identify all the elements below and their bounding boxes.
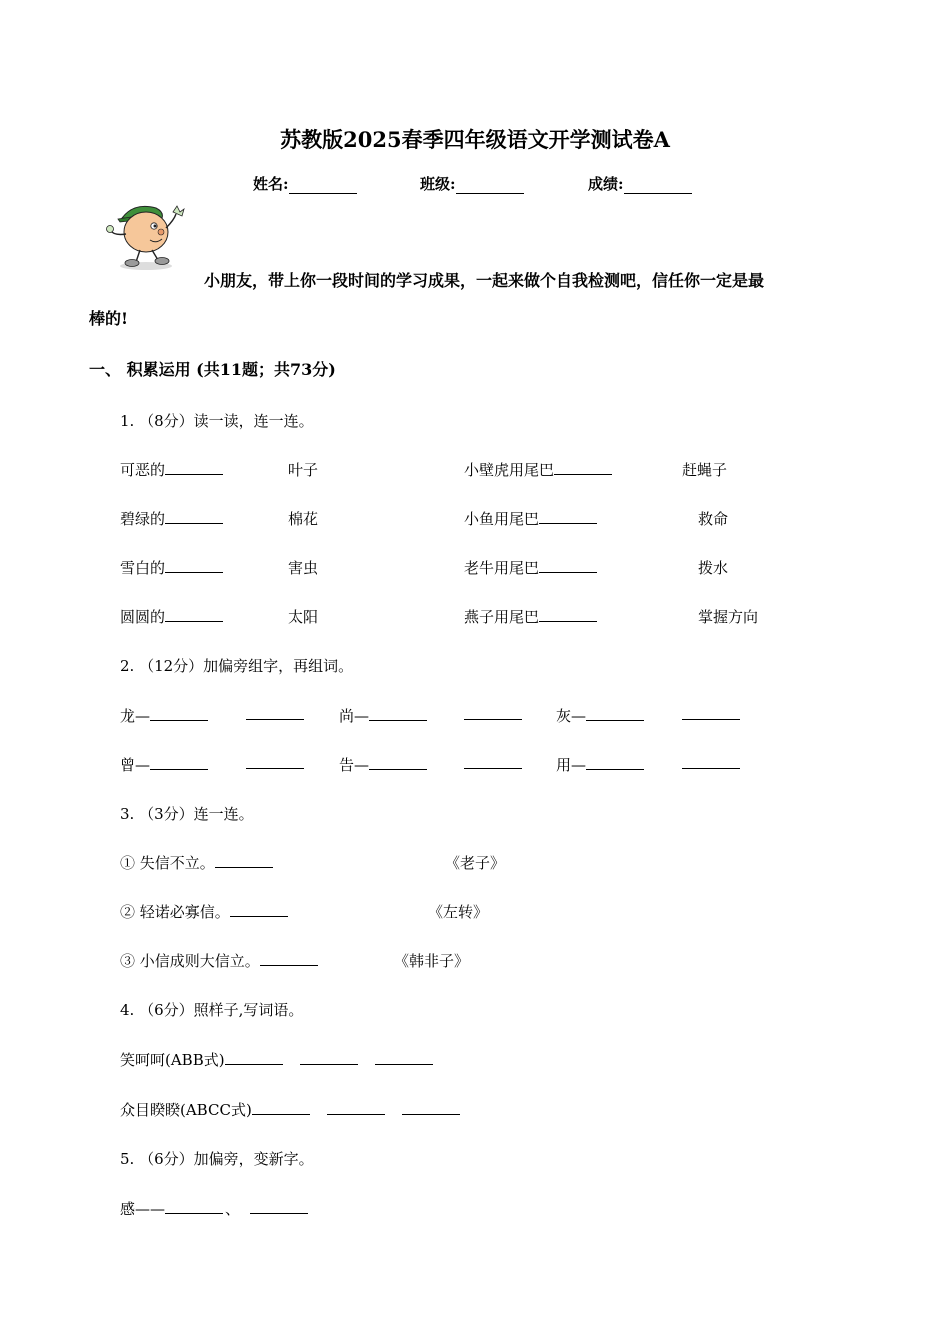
q3-saying: ① 失信不立。 [120, 854, 215, 872]
answer-blank[interactable] [375, 1050, 433, 1065]
q1-left-row[interactable] [120, 606, 223, 627]
q1-left-target: 太阳 [288, 608, 319, 626]
score-blank[interactable] [624, 177, 692, 194]
question-4-header: 4. （6分）照样子,写词语。 [120, 1001, 304, 1019]
answer-blank[interactable] [165, 460, 223, 475]
q3-saying: ② 轻诺必寡信。 [120, 903, 230, 921]
q1-left-word: 圆圆的 [120, 608, 166, 626]
q1-right-word: 小壁虎用尾巴 [464, 461, 555, 479]
answer-blank[interactable] [150, 755, 208, 770]
q2-char: 曾— [120, 756, 151, 774]
q2-item[interactable] [120, 754, 208, 775]
q1-right-row[interactable] [464, 508, 597, 529]
q1-left-word: 碧绿的 [120, 510, 166, 528]
answer-blank[interactable] [300, 1050, 358, 1065]
answer-blank[interactable] [402, 1100, 460, 1115]
q1-right-word: 老牛用尾巴 [464, 559, 540, 577]
q2-item[interactable] [339, 705, 427, 726]
answer-blank[interactable] [586, 706, 644, 721]
q3-saying: ③ 小信成则大信立。 [120, 952, 260, 970]
answer-blank[interactable] [165, 607, 223, 622]
q2-char: 告— [339, 756, 370, 774]
answer-blank[interactable] [369, 755, 427, 770]
q3-source: 《老子》 [445, 854, 506, 872]
q4-pattern: 众目睽睽(ABCC式) [120, 1101, 252, 1119]
q5-char: 感—— [120, 1200, 166, 1218]
q2-char: 用— [556, 756, 587, 774]
q4-row[interactable] [120, 1099, 460, 1120]
question-3-header: 3. （3分）连一连。 [120, 805, 254, 823]
answer-blank[interactable] [246, 754, 304, 769]
answer-blank[interactable] [230, 902, 288, 917]
q1-right-target: 救命 [698, 510, 729, 528]
question-1-header: 1. （8分）读一读，连一连。 [120, 412, 314, 430]
score-label: 成绩: [588, 175, 624, 193]
q2-char: 尚— [339, 707, 370, 725]
name-field[interactable] [253, 173, 357, 194]
answer-blank[interactable] [260, 951, 318, 966]
q2-item[interactable] [556, 754, 644, 775]
q1-left-row[interactable] [120, 459, 223, 480]
question-2-header: 2. （12分）加偏旁组字，再组词。 [120, 657, 354, 675]
q1-right-word: 燕子用尾巴 [464, 608, 540, 626]
question-5-header: 5. （6分）加偏旁，变新字。 [120, 1150, 314, 1168]
name-blank[interactable] [289, 177, 357, 194]
answer-blank[interactable] [165, 558, 223, 573]
answer-blank[interactable] [165, 1199, 223, 1214]
q1-left-word: 雪白的 [120, 559, 166, 577]
name-label: 姓名: [253, 175, 289, 193]
q5-separator: 、 [225, 1200, 241, 1218]
q1-left-word: 可恶的 [120, 461, 166, 479]
answer-blank[interactable] [225, 1050, 283, 1065]
answer-blank[interactable] [539, 558, 597, 573]
class-label: 班级: [420, 175, 456, 193]
q1-left-row[interactable] [120, 557, 223, 578]
intro-line-2: 棒的! [89, 309, 129, 328]
answer-blank[interactable] [464, 705, 522, 720]
q4-row[interactable] [120, 1049, 433, 1070]
answer-blank[interactable] [369, 706, 427, 721]
answer-blank[interactable] [464, 754, 522, 769]
q3-item[interactable] [120, 852, 273, 873]
q3-source: 《左转》 [428, 903, 489, 921]
q2-word-blank[interactable] [682, 705, 740, 724]
q2-char: 龙— [120, 707, 151, 725]
q1-right-target: 赶蝇子 [682, 461, 728, 479]
q1-left-row[interactable] [120, 508, 223, 529]
q2-item[interactable] [339, 754, 427, 775]
q3-source: 《韩非子》 [394, 952, 470, 970]
answer-blank[interactable] [682, 754, 740, 769]
answer-blank[interactable] [327, 1100, 385, 1115]
answer-blank[interactable] [150, 706, 208, 721]
q2-char: 灰— [556, 707, 587, 725]
q3-item[interactable] [120, 901, 288, 922]
q4-pattern: 笑呵呵(ABB式) [120, 1051, 225, 1069]
answer-blank[interactable] [682, 705, 740, 720]
score-field[interactable] [588, 173, 692, 194]
q2-word-blank[interactable] [464, 754, 522, 773]
q1-left-target: 害虫 [288, 559, 319, 577]
answer-blank[interactable] [250, 1199, 308, 1214]
q1-right-word: 小鱼用尾巴 [464, 510, 540, 528]
q3-item[interactable] [120, 950, 318, 971]
class-blank[interactable] [456, 177, 524, 194]
class-field[interactable] [420, 173, 524, 194]
q1-right-target: 掌握方向 [698, 608, 759, 626]
answer-blank[interactable] [165, 509, 223, 524]
q2-word-blank[interactable] [682, 754, 740, 773]
q1-right-row[interactable] [464, 557, 597, 578]
answer-blank[interactable] [586, 755, 644, 770]
answer-blank[interactable] [554, 460, 612, 475]
page-title: 苏教版2025春季四年级语文开学测试卷A [280, 127, 670, 152]
q2-item[interactable] [120, 705, 208, 726]
q1-left-target: 叶子 [288, 461, 319, 479]
q2-item[interactable] [556, 705, 644, 726]
q1-left-target: 棉花 [288, 510, 319, 528]
answer-blank[interactable] [215, 853, 273, 868]
q2-word-blank[interactable] [246, 705, 304, 724]
section-heading: 一、 积累运用 (共11题；共73分) [89, 360, 336, 379]
intro-line-1: 小朋友，带上你一段时间的学习成果，一起来做个自我检测吧，信任你一定是最 [204, 271, 765, 290]
q1-right-row[interactable] [464, 459, 612, 480]
answer-blank[interactable] [252, 1100, 310, 1115]
q1-right-target: 拨水 [698, 559, 729, 577]
mascot-illustration [104, 200, 190, 272]
q1-right-row[interactable] [464, 606, 597, 627]
answer-blank[interactable] [246, 705, 304, 720]
q2-word-blank[interactable] [464, 705, 522, 724]
answer-blank[interactable] [539, 509, 597, 524]
answer-blank[interactable] [539, 607, 597, 622]
q5-row[interactable] [120, 1198, 308, 1219]
q2-word-blank[interactable] [246, 754, 304, 773]
